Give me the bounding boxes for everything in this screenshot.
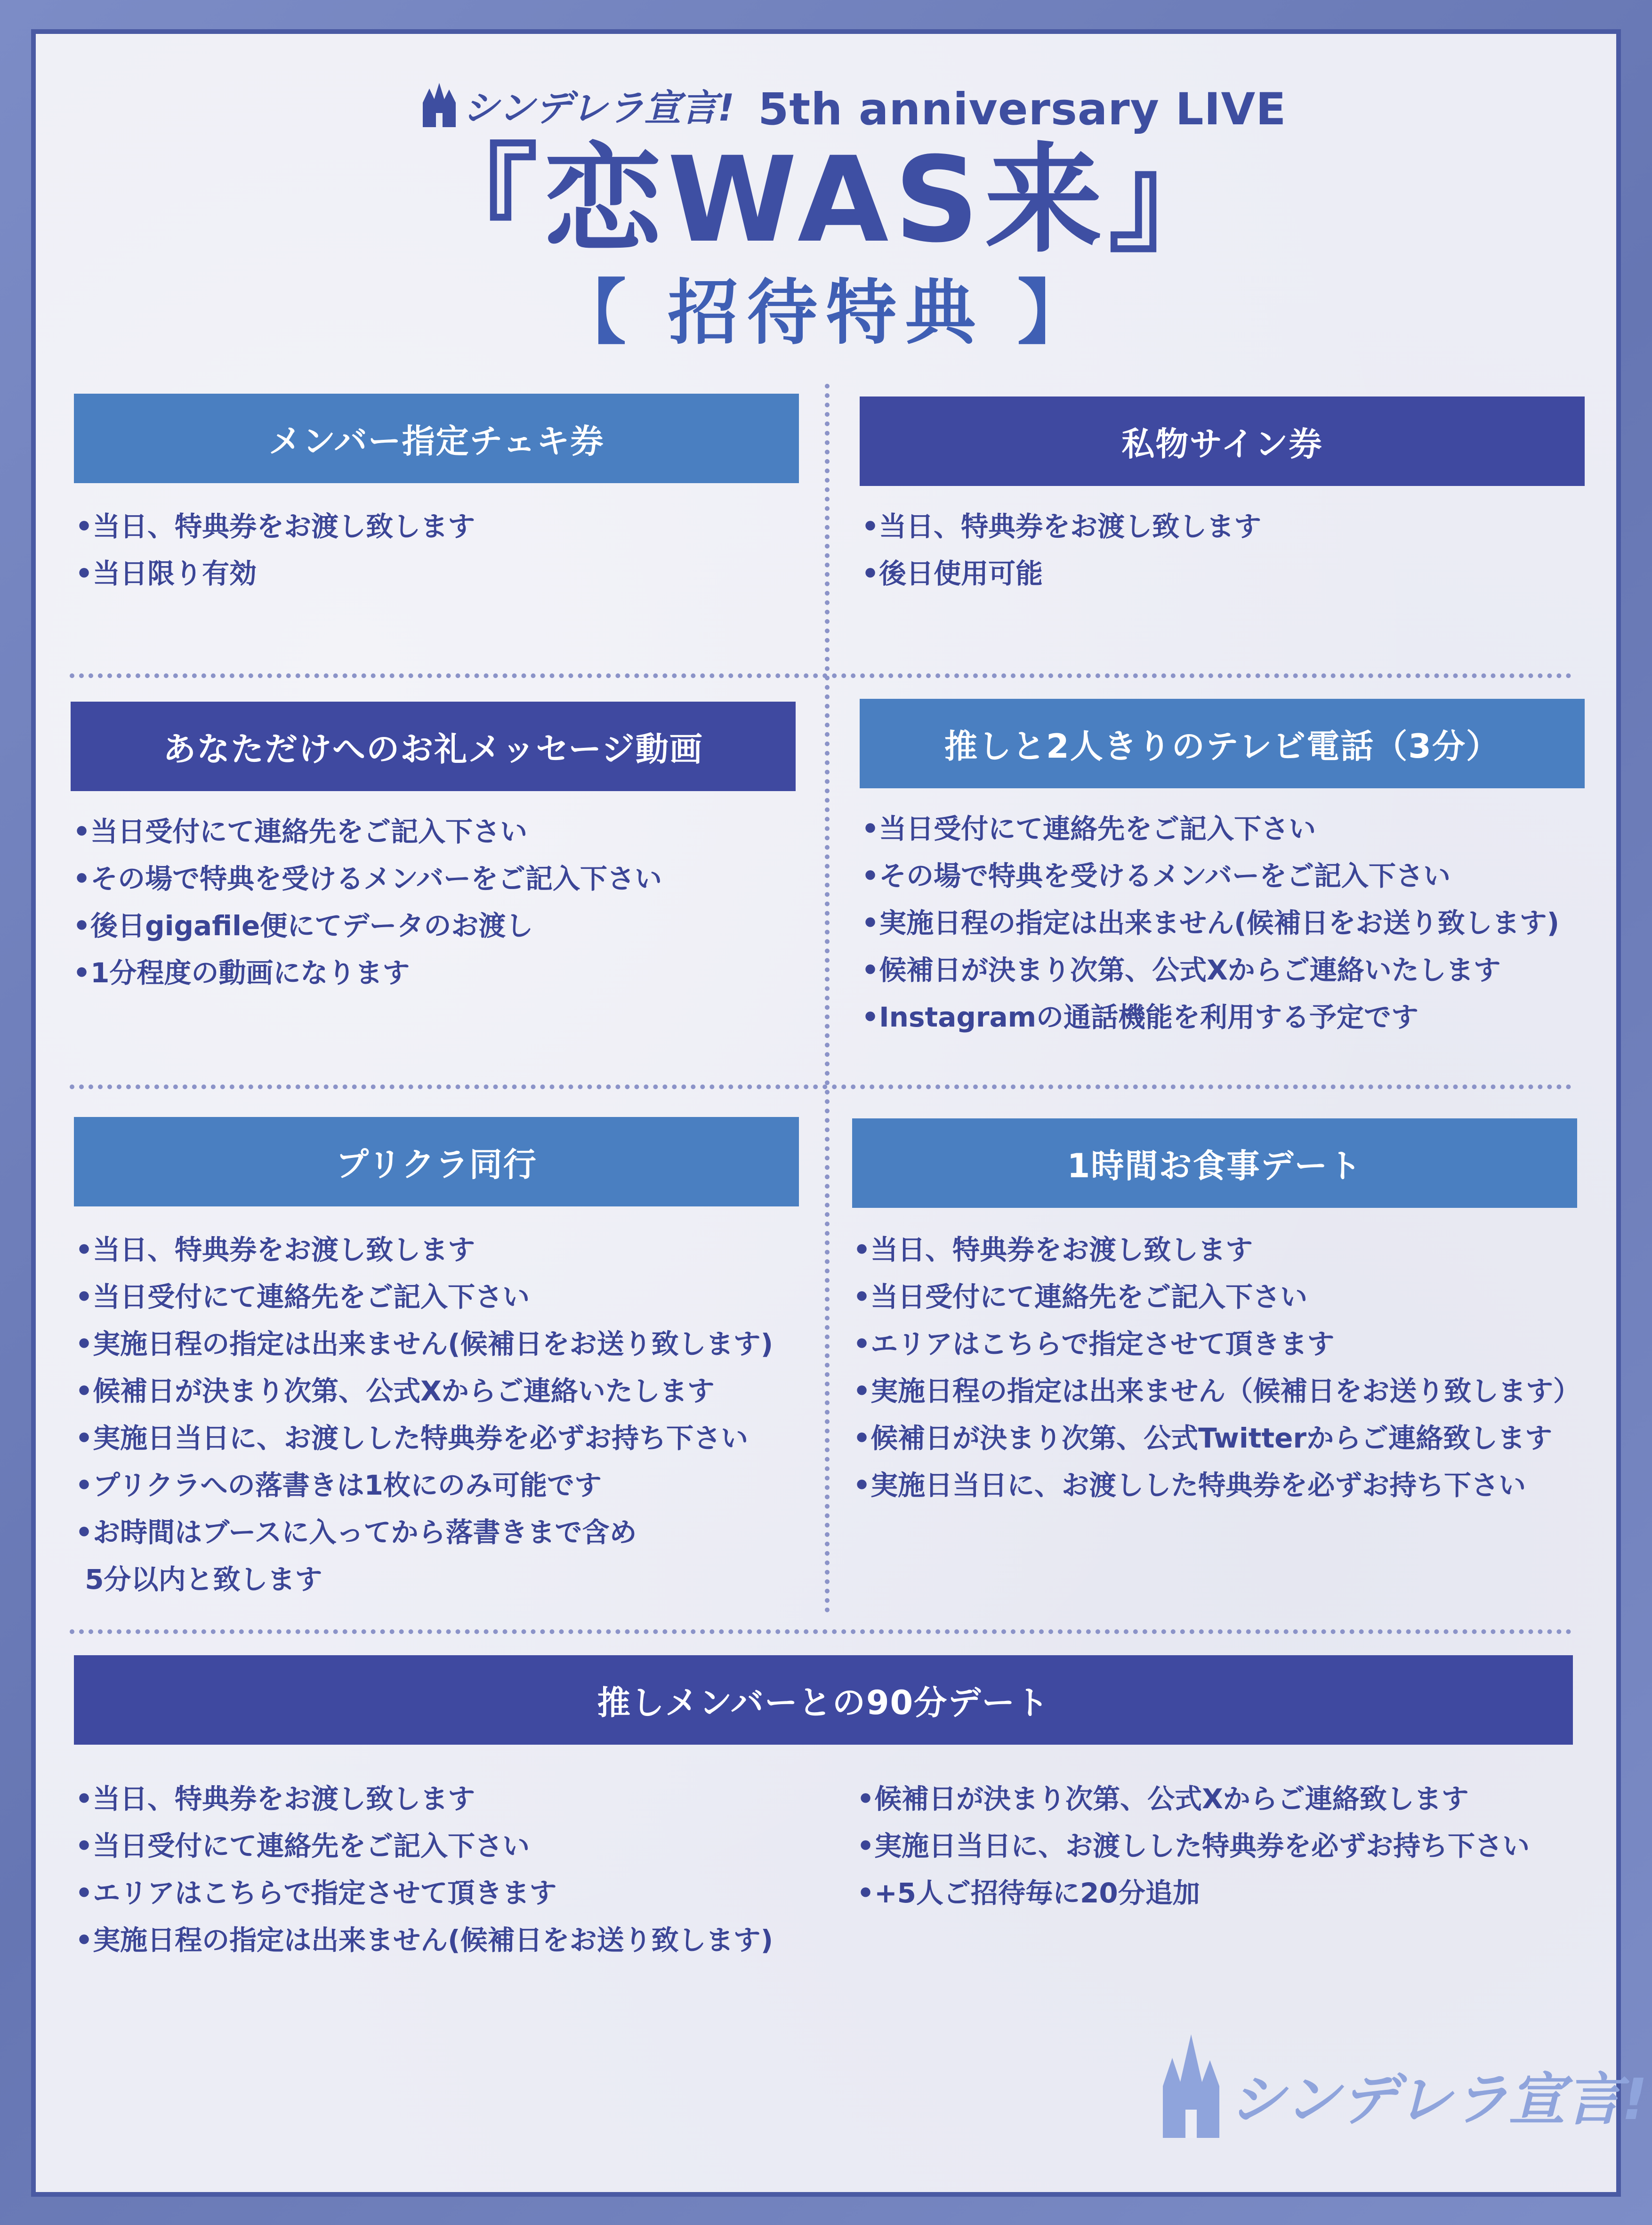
brand-logo [419,79,735,131]
list-item: • その場で特典を受けるメンバーをご記入下さい [73,855,662,902]
row-divider [70,1629,1571,1634]
list-item: • その場で特典を受けるメンバーをご記入下さい [862,852,1559,899]
card-header-message: あなただけへのお礼メッセージ動画 [71,702,796,791]
list-item: • 当日受付にて連絡先をご記入下さい [75,1273,773,1320]
list-item: • 当日受付にて連絡先をご記入下さい [862,805,1559,852]
list-item: • 当日、特典券をお渡し致します [853,1226,1580,1273]
list-item: • 当日受付にて連絡先をご記入下さい [73,808,662,855]
list-item: • Instagramの通話機能を利用する予定です [862,994,1559,1041]
list-item: • 実施日当日に、お渡しした特典券を必ずお持ち下さい [857,1822,1530,1869]
list-item: • 実施日当日に、お渡しした特典券を必ずお持ち下さい [853,1462,1580,1509]
card-list-sign [862,503,1261,597]
list-item: • 当日受付にて連絡先をご記入下さい [75,1822,773,1869]
card-header-videocall: 推しと2人きりのテレビ電話（3分） [860,699,1585,788]
list-item: • 当日、特典券をお渡し致します [75,503,475,550]
list-item: • 後日gigafile便にてデータのお渡し [73,902,662,949]
card-list-cheki [75,503,475,597]
footer-brand-logo [1158,2025,1648,2152]
list-item: • 当日限り有効 [75,550,475,597]
card-header-cheki: メンバー指定チェキ券 [74,394,799,483]
list-item: • 実施日程の指定は出来ません(候補日をお送り致します) [75,1320,773,1367]
card-header-purikura: プリクラ同行 [74,1117,799,1206]
list-item-continuation: 5分以内と致します [75,1563,322,1595]
row-divider [70,1084,1571,1089]
list-item: • 当日、特典券をお渡し致します [75,1775,773,1822]
list-item: • 当日受付にて連絡先をご記入下さい [853,1273,1580,1320]
subtitle: 5th anniversary LIVE [758,84,1287,135]
list-item: • 当日、特典券をお渡し致します [75,1226,773,1273]
card-list-purikura [75,1226,773,1556]
card-list-date90-left [75,1775,773,1964]
row-divider [70,673,1571,678]
list-item: • 1分程度の動画になります [73,949,662,996]
list-item: • プリクラへの落書きは1枚にのみ可能です [75,1462,773,1509]
list-item: • 実施日程の指定は出来ません（候補日をお送り致します） [853,1367,1580,1415]
list-item: • 候補日が決まり次第、公式Xからご連絡いたします [862,947,1559,994]
list-item: • エリアはこちらで指定させて頂きます [75,1869,773,1917]
list-item: • 後日使用可能 [862,550,1261,597]
flyer-header [0,0,1652,377]
column-divider [825,384,830,1613]
card-header-sign: 私物サイン券 [860,396,1585,486]
card-header-date90: 推しメンバーとの90分デート [74,1655,1573,1745]
list-item: • 実施日程の指定は出来ません(候補日をお送り致します) [862,899,1559,947]
list-item: • 実施日当日に、お渡しした特典券を必ずお持ち下さい [75,1415,773,1462]
list-item: • 候補日が決まり次第、公式Twitterからご連絡致します [853,1415,1580,1462]
svg-text:シンデレラ宣言!: シンデレラ宣言! [462,87,735,129]
card-list-message [73,808,662,996]
card-list-videocall [862,805,1559,1041]
card-header-meal: 1時間お食事デート [852,1118,1577,1208]
list-item: • エリアはこちらで指定させて頂きます [853,1320,1580,1367]
main-title: 『恋WAS来』 [420,131,1232,268]
card-list-meal [853,1226,1580,1509]
list-item: • +5人ご招待毎に20分追加 [857,1869,1530,1917]
list-item: • 当日、特典券をお渡し致します [862,503,1261,550]
svg-text:シンデレラ宣言!: シンデレラ宣言! [1229,2067,1648,2133]
list-item: • 実施日程の指定は出来ません(候補日をお送り致します) [75,1917,773,1964]
section-title: 【 招待特典 】 [556,272,1096,354]
list-item: • お時間はブースに入ってから落書きまで含め [75,1509,773,1556]
list-item: • 候補日が決まり次第、公式Xからご連絡致します [857,1775,1530,1822]
list-item: • 候補日が決まり次第、公式Xからご連絡いたします [75,1367,773,1415]
card-list-date90-right [857,1775,1530,1917]
